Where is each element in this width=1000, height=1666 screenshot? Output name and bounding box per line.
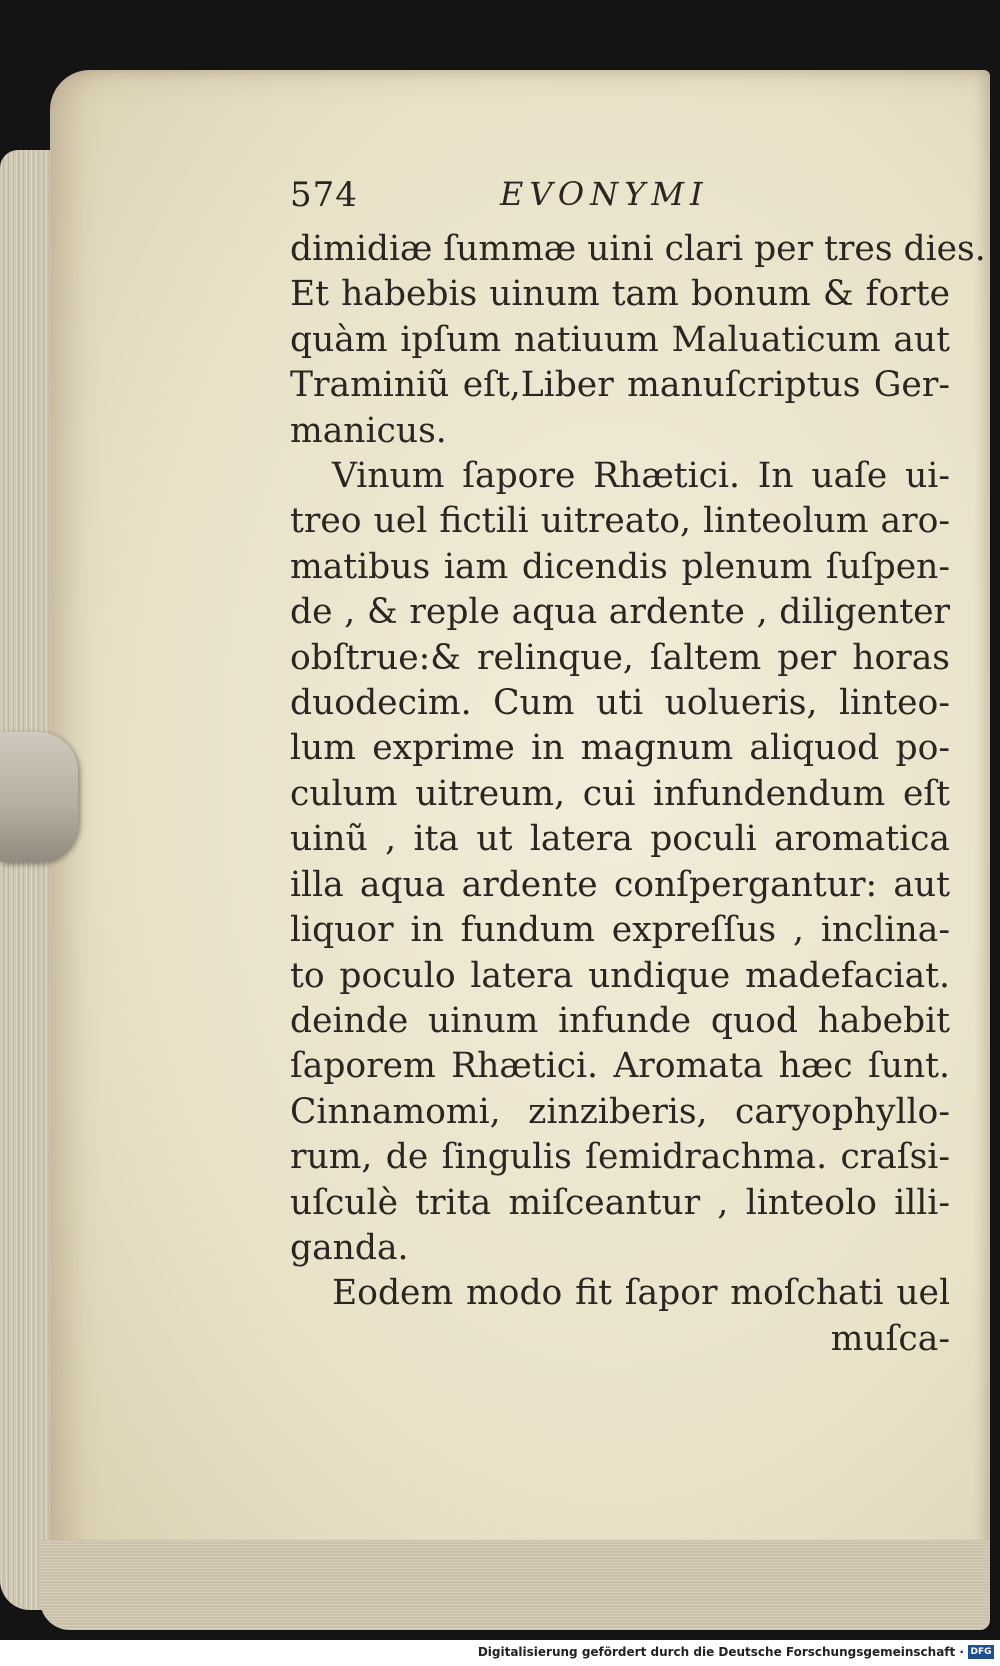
text-line: rum, de ſingulis ſemidrachma. craſsi-: [290, 1137, 950, 1178]
page-bottom-edge: [40, 1540, 990, 1630]
running-head: EVONYMI: [500, 175, 709, 213]
text-line: to poculo latera undique madefaciat.: [290, 955, 950, 996]
text-line: matibus iam dicendis plenum ſuſpen-: [290, 546, 950, 587]
dfg-logo: DFG: [968, 1645, 994, 1659]
text-line: treo uel fictili uitreato, linteolum aro-: [290, 501, 950, 542]
body-text: [290, 227, 986, 1362]
text-line: Et habebis uinum tam bonum & forte: [290, 274, 950, 315]
text-line: liquor in fundum expreſſus , inclina-: [290, 910, 950, 951]
digitization-footer: [0, 1640, 1000, 1666]
text-line: uinũ , ita ut latera poculi aromatica: [290, 819, 950, 860]
text-line: deinde uinum infunde quod habebit: [290, 1000, 950, 1041]
text-line: de , & reple aqua ardente , diligenter: [290, 592, 950, 633]
page-number: 574: [290, 175, 358, 215]
page-clip: [0, 732, 78, 862]
text-line: culum uitreum, cui infundendum eſt: [290, 773, 950, 814]
text-line: obſtrue:& relinque, ſaltem per horas: [290, 637, 950, 678]
text-line: ſaporem Rhætici. Aromata hæc ſunt.: [290, 1046, 950, 1087]
text-line: Eodem modo fit ſapor moſchati uel: [332, 1273, 950, 1314]
text-line: manicus.: [290, 410, 447, 451]
text-line: Cinnamomi, zinziberis, caryophyllo-: [290, 1091, 950, 1132]
text-line: lum exprime in magnum aliquod po-: [290, 728, 950, 769]
text-line: muſca-: [830, 1318, 950, 1359]
footer-credit: Digitalisierung gefördert durch die Deutsche Forschungsgemeinschaft ·: [477, 1645, 964, 1659]
text-line: ganda.: [290, 1227, 409, 1268]
text-line: duodecim. Cum uti uolueris, linteo-: [290, 683, 950, 724]
text-line: illa aqua ardente conſpergantur: aut: [290, 864, 950, 905]
text-line: uſculè trita miſceantur , linteolo illi-: [290, 1182, 950, 1223]
text-line: quàm ipſum natiuum Maluaticum aut: [290, 319, 950, 360]
text-line: Traminiũ eſt,Liber manuſcriptus Ger-: [290, 365, 950, 406]
page-header: [290, 175, 950, 227]
text-line: Vinum ſapore Rhætici. In uaſe ui-: [332, 456, 950, 497]
text-block: [290, 175, 986, 1362]
text-line: dimidiæ ſummæ uini clari per tres dies.: [290, 229, 986, 269]
